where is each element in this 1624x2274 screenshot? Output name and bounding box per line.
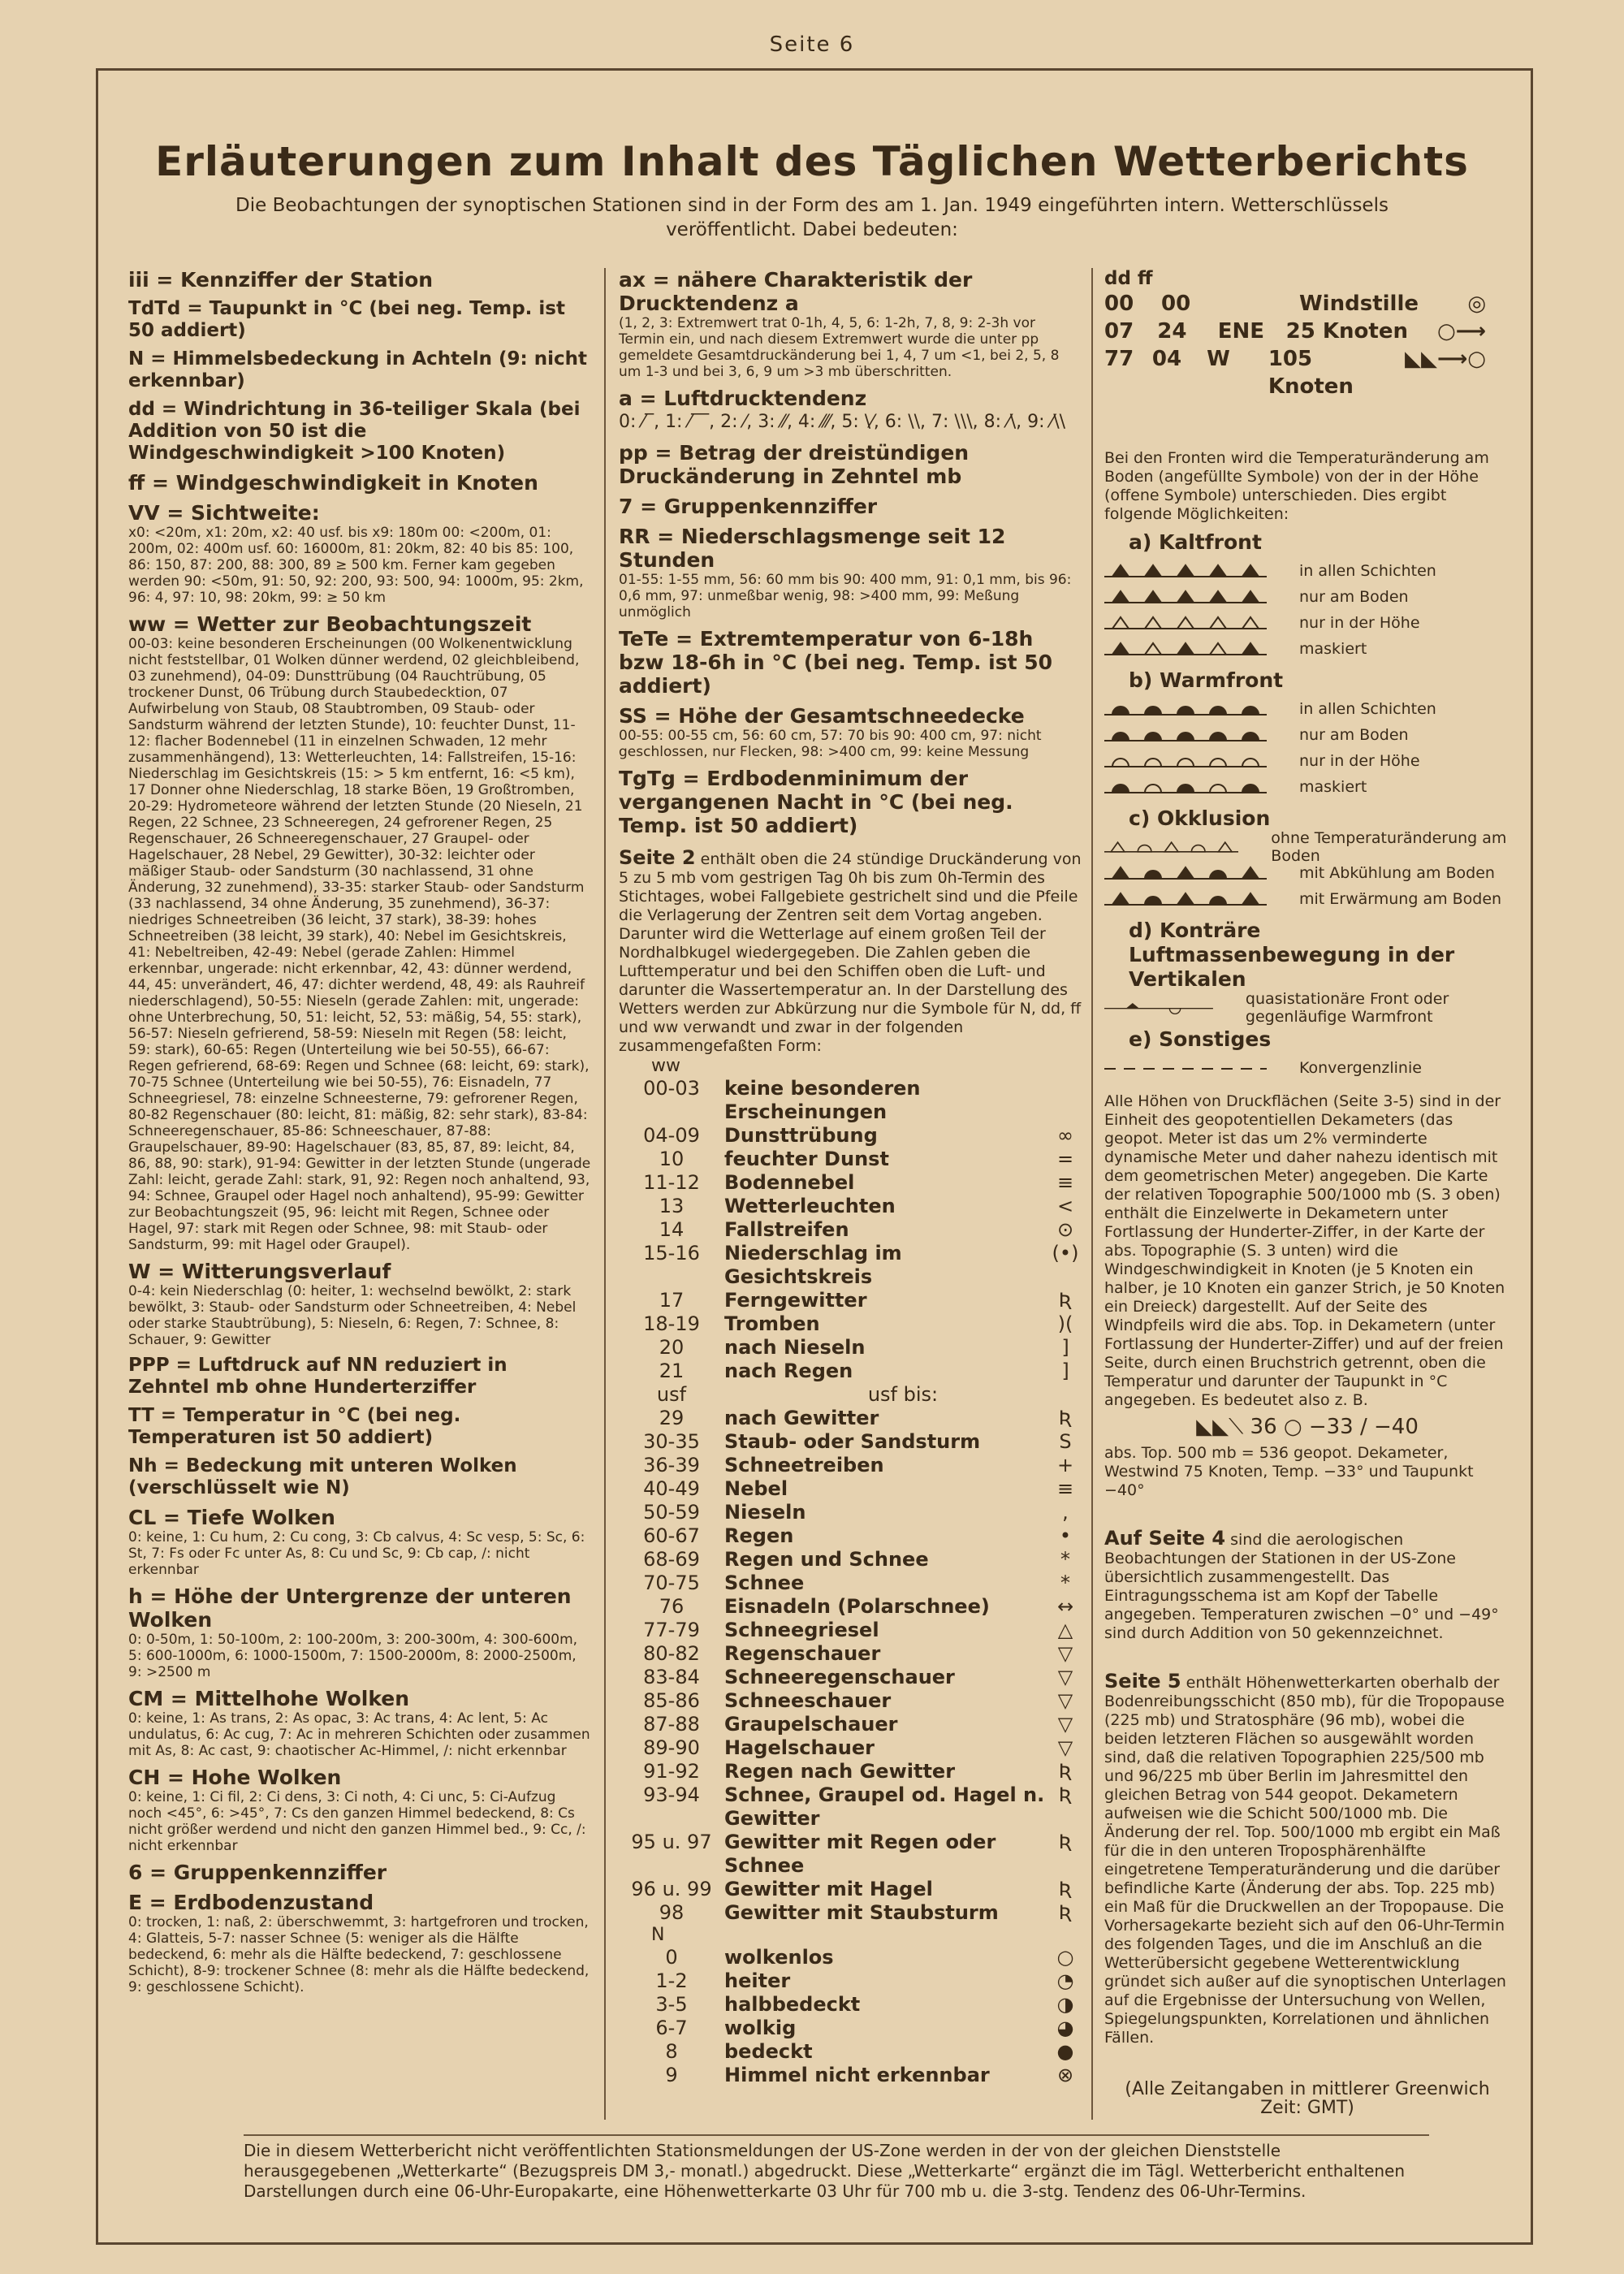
- okklusion-symbol: [1104, 864, 1267, 882]
- ww-row: [619, 1666, 1082, 1689]
- ww-row-text: Schneegriesel: [724, 1619, 879, 1641]
- kaltfront-row: [1104, 584, 1510, 610]
- ww-row-symbol: •: [1059, 1524, 1072, 1547]
- entry-vv: VV = Sichtweite: x0: <20m, x1: 20m, x2: 40 usf. bis x9: 180m 00: <200m, 01: 200m, 02: 400m usf. 60: 16000m, 81: 20km, 82: 40 bis 85: 100, 86: 150, 87: 200, 88: 300, 89 ≥ 500 km. Ferner kam gegeben werden 90: <50m, 91: 50, 92: 200, 93: 500, 94: 1000m, 95: 2km, 96: 4, 97: 10, 98: 20km, 99: ≥ 50 km: [128, 501, 584, 606]
- okklusion-label: mit Erwärmung am Boden: [1299, 890, 1502, 908]
- ww-row-code: 29: [659, 1407, 685, 1429]
- kaltfront-list: [1104, 558, 1510, 662]
- ww-row-code: 30-35: [643, 1430, 700, 1453]
- ww-header: ww: [651, 1056, 680, 1076]
- ww-row-code: 70-75: [643, 1571, 700, 1594]
- ww-row-symbol: ∞: [1057, 1124, 1073, 1147]
- ddff-header: dd ff: [1104, 268, 1153, 289]
- ww-row-symbol: Ʀ: [1058, 1878, 1073, 1900]
- entry-tgtg: TgTg = Erdbodenminimum der vergangenen Nacht in °C (bei neg. Temp. ist 50 addiert): [619, 767, 1013, 837]
- n-row: [619, 1969, 1082, 1993]
- kaltfront-symbol: [1104, 614, 1267, 632]
- ww-row-code: 17: [659, 1289, 685, 1312]
- warmfront-list: [1104, 696, 1510, 800]
- ww-row: [619, 1689, 1082, 1713]
- n-row-symbol: ◔: [1056, 1969, 1074, 1992]
- ww-row-code: 95 u. 97: [631, 1831, 712, 1853]
- n-row-code: 6-7: [655, 2017, 688, 2039]
- ww-row-code: 77-79: [643, 1619, 700, 1641]
- sonstiges-heading: e) Sonstiges: [1129, 1027, 1272, 1051]
- n-row-symbol: ○: [1056, 1946, 1074, 1969]
- n-row: [619, 1946, 1082, 1969]
- ww-row-code: 15-16: [643, 1242, 700, 1265]
- ddff-row: [1104, 290, 1510, 318]
- okklusion-symbol: [1104, 838, 1238, 856]
- kontraer-text: quasistationäre Front oder gegenläufige Warmfront: [1245, 990, 1449, 1026]
- kontraer-row: [1104, 990, 1510, 1026]
- page-subtitle: Die Beobachtungen der synoptischen Stationen sind in der Form des am 1. Jan. 1949 eingeführten intern. Wetterschlüssels veröffentlicht. Dabei bedeuten:: [235, 195, 1389, 240]
- ddff-symbol: ○⟶: [1437, 319, 1486, 344]
- ww-row: [619, 1148, 1082, 1171]
- ww-row-code: 85-86: [643, 1689, 700, 1712]
- ww-row-text: Schnee, Graupel od. Hagel n. Gewitter: [724, 1783, 1045, 1830]
- kaltfront-row: [1104, 636, 1510, 662]
- sonstiges-text: Konvergenzlinie: [1299, 1059, 1422, 1077]
- ww-row: [619, 1242, 1082, 1289]
- ww-row-code: 36-39: [643, 1454, 700, 1476]
- warmfront-row: [1104, 696, 1510, 722]
- entry-tt: TT = Temperatur in °C (bei neg. Temperaturen ist 50 addiert): [128, 1405, 461, 1448]
- ddff-dd-code: 07: [1104, 319, 1134, 344]
- ww-row: [619, 1524, 1082, 1548]
- ww-row: [619, 1430, 1082, 1454]
- n-row-code: 3-5: [655, 1993, 688, 2016]
- formula-explanation: abs. Top. 500 mb = 536 geopot. Dekameter, Westwind 75 Knoten, Temp. −33° und Taupunkt −40°: [1104, 1444, 1474, 1499]
- n-row: [619, 2040, 1082, 2064]
- ww-row-text: Regen und Schnee: [724, 1548, 929, 1571]
- ddff-dd-code: 77: [1104, 347, 1134, 371]
- okklusion-row: [1104, 860, 1510, 886]
- seite2-lead: Seite 2: [619, 846, 696, 869]
- n-row-symbol: ⊗: [1056, 2064, 1074, 2086]
- ww-row-symbol: =: [1056, 1148, 1074, 1170]
- ww-row-text: Regen nach Gewitter: [724, 1760, 956, 1783]
- kaltfront-row: [1104, 610, 1510, 636]
- seite4-text: sind die aerologischen Beobachtungen der Stationen in der US-Zone übersichtlich zusammengestellt. Das Eintragungsschema ist am Kopf der Tabelle angegeben. Temperaturen zwischen −0° und −49° sind durch Addition von 50 gekennzeichnet.: [1104, 1531, 1499, 1642]
- usf-label: usf: [656, 1383, 687, 1406]
- warmfront-symbol: [1104, 778, 1267, 796]
- ww-row-text: Dunsttrübung: [724, 1124, 878, 1147]
- usf-bis-label: usf bis:: [867, 1383, 939, 1406]
- kaltfront-symbol: [1104, 588, 1267, 606]
- ddff-row: [1104, 345, 1510, 400]
- ww-row-code: 13: [659, 1195, 685, 1217]
- n-row: [619, 2017, 1082, 2040]
- warmfront-symbol: [1104, 726, 1267, 744]
- ww-row: [619, 1171, 1082, 1195]
- okklusion-symbol: [1104, 890, 1267, 908]
- n-row-text: Himmel nicht erkennbar: [724, 2064, 990, 2086]
- n-row-symbol: ●: [1056, 2040, 1074, 2063]
- entry-nh: Nh = Bedeckung mit unteren Wolken (verschlüsselt wie N): [128, 1455, 517, 1498]
- entry-ax: ax = nähere Charakteristik der Drucktendenz a (1, 2, 3: Extremwert trat 0-1h, 4, 5, 6: 1-2h, 7, 8, 9: 2-3h vor Termin ein, und nach diesem Extremwert wurde die unter pp gemeldete Gesamtdruckänderung bei 1, 4, 7 um <1, bei 2, 5, 8 um 1-3 und bei 3, 6, 9 um >3 mb überschritten.: [619, 268, 1060, 380]
- ww-row-symbol: ≡: [1056, 1171, 1074, 1194]
- ddff-row: [1104, 318, 1510, 345]
- ww-row: [619, 1477, 1082, 1501]
- ww-row-symbol: *: [1060, 1571, 1070, 1594]
- ww-row-text: Gewitter mit Hagel: [724, 1878, 933, 1900]
- kaltfront-label: in allen Schichten: [1299, 562, 1436, 580]
- ww-row-symbol: )(: [1057, 1312, 1073, 1335]
- ww-row-code: 20: [659, 1336, 685, 1359]
- ddff-symbol: ◣◣⟶○: [1405, 347, 1486, 371]
- ww-row-code: 93-94: [643, 1783, 700, 1806]
- ddff-description: 105 Knoten: [1268, 347, 1354, 399]
- ddff-ff-code: 04: [1151, 347, 1182, 371]
- hoehen-paragraph: Alle Höhen von Druckflächen (Seite 3-5) sind in der Einheit des geopotentiellen Dekameters (das geopot. Meter ist das um 2% verminderte dynamische Meter und daher nahezu identisch mit dem geometrischen Meter) angegeben. Die Karte der relativen Topographie 500/1000 mb (S. 3 oben) enthält die Einzelwerte in Dekametern unter Fortlassung der Hunderter-Ziffer, in der Karte der abs. Topographie (S. 3 unten) wird die Windgeschwindigkeit in Knoten (je 5 Knoten ein halber, je 10 Knoten ein ganzer Strich, je 50 Knoten ein Dreieck) dargestellt. Auf der Seite des Windpfeils wird die abs. Top. in Dekametern (unter Fortlassung der Hunderter-Ziffer) und auf der freien Seite, durch einen Bruchstrich getrennt, oben die Temperatur und darunter der Taupunkt in °C angegeben. Es bedeutet also z. B.: [1104, 1092, 1505, 1409]
- page-number: Seite 6: [769, 32, 855, 57]
- ww-row-symbol: Ʀ: [1058, 1901, 1073, 1924]
- ww-row-symbol: Ʀ: [1058, 1783, 1073, 1806]
- n-row-text: halbbedeckt: [724, 1993, 861, 2016]
- n-table: [619, 1946, 1082, 2087]
- entry-w: W = Witterungsverlauf 0-4: kein Niederschlag (0: heiter, 1: wechselnd bewölkt, 2: stark bewölkt, 3: Staub- oder Sandsturm oder Schneetreiben, 4: Nebel oder starke Staubtrübung), 5: Nieseln, 6: Regen, 7: Schnee, 8: Schauer, 9: Gewitter: [128, 1260, 577, 1348]
- ww-row-code: 11-12: [643, 1171, 700, 1194]
- ww-row-text: Eisnadeln (Polarschnee): [724, 1595, 990, 1618]
- column-divider-1: [604, 268, 606, 2120]
- ww-row-text: feuchter Dunst: [724, 1148, 889, 1170]
- wind-formula: ◣◣⟍ 36 ○ −33 / −40: [1196, 1415, 1419, 1439]
- quasistationaer-front-symbol: [1104, 999, 1213, 1017]
- ww-row-symbol: ▽: [1057, 1736, 1073, 1759]
- okklusion-row: [1104, 829, 1510, 865]
- seite2-paragraph: [619, 846, 1082, 1056]
- entry-ppp: PPP = Luftdruck auf NN reduziert in Zehntel mb ohne Hunderterziffer: [128, 1355, 508, 1398]
- ww-row: [619, 1619, 1082, 1642]
- kaltfront-label: nur in der Höhe: [1299, 614, 1420, 632]
- kaltfront-label: nur am Boden: [1299, 588, 1409, 606]
- ww-row-symbol: ▽: [1057, 1666, 1073, 1688]
- kaltfront-symbol: [1104, 640, 1267, 658]
- ww-row: [619, 1289, 1082, 1312]
- ww-row: [619, 1831, 1082, 1878]
- ww-row-code: 21: [659, 1360, 685, 1382]
- entry-rr: RR = Niederschlagsmenge seit 12 Stunden 01-55: 1-55 mm, 56: 60 mm bis 90: 400 mm, 91: 0,1 mm, bis 96: 0,6 mm, 97: unmeßbar wenig, 98: >400 mm, 99: Meßung unmöglich: [619, 525, 1072, 620]
- ww-row-symbol: Ʀ: [1058, 1831, 1073, 1853]
- ww-row: [619, 1642, 1082, 1666]
- ww-row-symbol: (•): [1052, 1242, 1079, 1265]
- n-row-code: 9: [665, 2064, 678, 2086]
- ww-table-continued: [619, 1407, 1082, 1925]
- entry-ch: CH = Hohe Wolken 0: keine, 1: Ci fil, 2: Ci dens, 3: Ci noth, 4: Ci unc, 5: Ci-Aufzug noch <45°, 6: >45°, 7: Cs den ganzen Himmel bedeckend, 8: Cs nicht größer werdend und nicht den ganzen Himmel bed., 9: Cc, /: nicht erkennbar: [128, 1766, 586, 1854]
- warmfront-row: [1104, 774, 1510, 800]
- ww-row: [619, 1595, 1082, 1619]
- ww-row-text: Regen: [724, 1524, 794, 1547]
- n-row-text: heiter: [724, 1969, 791, 1992]
- n-row-text: wolkig: [724, 2017, 797, 2039]
- ww-row-text: Bodennebel: [724, 1171, 855, 1194]
- ww-row-code: 14: [659, 1218, 685, 1241]
- ddff-ff-code: 24: [1157, 319, 1187, 344]
- ww-row-symbol: ,: [1062, 1501, 1069, 1524]
- ww-row-symbol: *: [1060, 1548, 1070, 1571]
- ww-row-text: Ferngewitter: [724, 1289, 867, 1312]
- okklusion-list: [1104, 829, 1510, 912]
- entry-iii: iii = Kennziffer der Station: [128, 268, 434, 292]
- ww-row-code: 50-59: [643, 1501, 700, 1524]
- ww-row-code: 10: [659, 1148, 685, 1170]
- seite4-lead: Auf Seite 4: [1104, 1527, 1226, 1550]
- ww-row-text: Regenschauer: [724, 1642, 881, 1665]
- ww-row-symbol: ▽: [1057, 1689, 1073, 1712]
- ww-row-text: Schneeschauer: [724, 1689, 892, 1712]
- ww-row: [619, 1783, 1082, 1831]
- ww-row-code: 68-69: [643, 1548, 700, 1571]
- entry-tete: TeTe = Extremtemperatur von 6-18h bzw 18-6h in °C (bei neg. Temp. ist 50 addiert): [619, 627, 1053, 698]
- ww-row-code: 04-09: [643, 1124, 700, 1147]
- ww-row-symbol: <: [1056, 1195, 1074, 1217]
- kontraer-heading: d) Konträre Luftmassenbewegung in der Vertikalen: [1129, 919, 1455, 991]
- ww-row-symbol: ]: [1061, 1336, 1069, 1359]
- usf-row: [619, 1383, 1082, 1407]
- ww-row-symbol: +: [1056, 1454, 1074, 1476]
- n-row-code: 0: [665, 1946, 678, 1969]
- ww-row: [619, 1878, 1082, 1901]
- ddff-ff-code: 00: [1161, 292, 1191, 316]
- warmfront-heading: b) Warmfront: [1129, 668, 1284, 692]
- ww-row-code: 87-88: [643, 1713, 700, 1736]
- ww-row-code: 60-67: [643, 1524, 700, 1547]
- ww-row: [619, 1501, 1082, 1524]
- ww-row-symbol: ▽: [1057, 1713, 1073, 1736]
- n-header: N: [651, 1925, 665, 1945]
- entry-7: 7 = Gruppenkennziffer: [619, 495, 878, 518]
- column-divider-2: [1091, 268, 1093, 2120]
- n-row-code: 1-2: [655, 1969, 688, 1992]
- warmfront-symbol: [1104, 700, 1267, 718]
- ww-row: [619, 1736, 1082, 1760]
- entry-h: h = Höhe der Untergrenze der unteren Wolken 0: 0-50m, 1: 50-100m, 2: 100-200m, 3: 200-300m, 4: 300-600m, 5: 600-1000m, 6: 1000-1500m, 7: 1500-2000m, 8: 2000-2500m, 9: >2500 m: [128, 1584, 578, 1680]
- ww-row-code: 76: [659, 1595, 685, 1618]
- page-title: Erläuterungen zum Inhalt des Täglichen Wetterberichts: [155, 138, 1469, 185]
- ww-row: [619, 1571, 1082, 1595]
- ww-row-text: Staub- oder Sandsturm: [724, 1430, 981, 1453]
- ww-row: [619, 1548, 1082, 1571]
- entry-a: a = Luftdrucktendenz 0: ⁄‾, 1: ⁄‾‾, 2: ⁄, 3: ⁄⁄, 4: ⁄⁄⁄, 5: \⁄, 6: \\, 7: \\\, 8: ⁄\, 9: ⁄\\: [619, 387, 1066, 432]
- entry-n: N = Himmelsbedeckung in Achteln (9: nicht erkennbar): [128, 348, 587, 391]
- ww-row-symbol: ≡: [1056, 1477, 1074, 1500]
- ww-row: [619, 1077, 1082, 1124]
- ww-row-text: Fallstreifen: [724, 1218, 849, 1241]
- ww-row-text: Niederschlag im Gesichtskreis: [724, 1242, 902, 1288]
- ww-row-symbol: ]: [1061, 1360, 1069, 1382]
- warmfront-row: [1104, 748, 1510, 774]
- entry-ww: ww = Wetter zur Beobachtungszeit 00-03: keine besonderen Erscheinungen (00 Wolkenentwicklung nicht feststellbar, 01 Wolken dünner werdend, 02 gleichbleibend, 03 zunehmend), 04-09: Dunsttrübung (04 Rauchtrübung, 05 trockener Dunst, 06 Trübung durch Staubedecktion, 07 Aufwirbelung von Staub, 08 Staubtromben, 09 Staub- oder Sandsturm während der letzten Stunde), 10: feuchter Dunst, 11-12: flacher Bodennebel (11 in einzelnen Schwaden, 12 mehr zusammenhängend), 13: Wetterleuchten, 14: Fallstreifen, 15-16: Niederschlag im Gesichtskreis (15: > 5 km entfernt, 16: <5 km), 17 Donner ohne Niederschlag, 18 starke Böen, 19 Großtromben, 20-29: Hydrometeore während der letzten Stunde (20 Nieseln, 21 Regen, 22 Schnee, 23 Schneeregen, 24 gefrorener Regen, 25 Regenschauer, 26 Schneeregenschauer, 27 Graupel- oder Hagelschauer, 28 Nebel, 29 Gewitter), 30-32: leichter oder mäßiger Staub- oder Sandsturm (30 nachlassend, 31 ohne Änderung, 32 zunehmend), 33-35: starker Staub- oder Sandsturm (33 nachlassend, 34 ohne Änderung, 35 zunehmend), 36-37: niedriges Schneetreiben (36 leicht, 37 stark), 38-39: hohes Schneetreiben (38 leicht, 39 stark), 40: Nebel im Gesichtskreis, 41: Nebeltreiben, 42-49: Nebel (gerade Zahlen: Himmel erkennbar, ungerade: nicht erkennbar, 42, 43: dünner werdend, 44, 45: unverändert, 46, 47: dichter werdend, 48, 49: als Rauhreif niederschlagend), 50-55: Nieseln (gerade Zahlen: mit, ungerade: ohne Unterbrechung, 50, 51: leicht, 52, 53: mäßig, 54, 55: stark), 56-57: Nieseln gefrierend, 58-59: Nieseln mit Regen (58: leicht, 59: stark), 60-65: Regen (Unterteilung wie bei 50-55), 66-67: Regen gefrierend, 68-69: Regen und Schnee (68: leicht, 69: stark), 70-75 Schnee (Unterteilung wie bei 50-55), 76: Eisnadeln, 77 Schneegriesel, 78: einzelne Schneesterne, 79: gefrorener Regen, 80-82 Regenschauer (80: leicht, 81: mäßig, 82: sehr stark), 83-84: Schneeregenschauer, 85-86: Schneeschauer, 87-88: Graupelschauer, 89-90: Hagelschauer (83, 85, 87, 89: leicht, 84, 86, 88, 90: stark), 91-94: Gewitter in der letzten Stunde (ungerade Zahl: leicht, gerade Zahl: stark, 91, 92: Regen noch anhaltend, 93, 94: Schnee, Graupel oder Hagel noch anhaltend), 95-99: Gewitter zur Beobachtungszeit (95, 96: leicht mit Regen, Schnee oder Hagel, 97: stark mit Regen oder Schnee, 98: mit Staub- oder Sandsturm, 99: mit Hagel oder Graupel).: [128, 612, 591, 1253]
- entry-e: E = Erdbodenzustand 0: trocken, 1: naß, 2: überschwemmt, 3: hartgefroren und trocken, 4: Glatteis, 5-7: nasser Schnee (5: weniger als die Hälfte bedeckend, 6: mehr als die Hälfte bedeckend, 7: geschlossene Schicht), 8-9: trockener Schnee (8: mehr als die Hälfte bedeckend, 9: geschlossene Schicht).: [128, 1891, 590, 1995]
- ddff-direction: W: [1207, 347, 1230, 371]
- n-row-symbol: ◑: [1056, 1993, 1074, 2016]
- n-row-code: 8: [665, 2040, 678, 2063]
- fronts-intro: Bei den Fronten wird die Temperaturänderung am Boden (angefüllte Symbole) von der in der Höhe (offene Symbole) unterschieden. Dies ergibt folgende Möglichkeiten:: [1104, 449, 1489, 523]
- right-column: [1104, 268, 1510, 2117]
- bottom-note: Die in diesem Wetterbericht nicht veröffentlichten Stationsmeldungen der US-Zone werden in der von der gleichen Dienststelle herausgegebenen „Wetterkarte“ (Bezugspreis DM 3,- monatl.) abgedruckt. Diese „Wetterkarte“ ergänzt die im Tägl. Wetterbericht enthaltenen Darstellungen durch eine 06-Uhr-Europakarte, eine Höhenwetterkarte 03 Uhr für 700 mb u. die 3-stg. Tendenz des 06-Uhr-Termins.: [244, 2134, 1429, 2202]
- ww-row-text: Nebel: [724, 1477, 788, 1500]
- n-row-symbol: ◕: [1056, 2017, 1074, 2039]
- ww-row: [619, 1713, 1082, 1736]
- n-row: [619, 1993, 1082, 2017]
- seite5-text: enthält Höhenwetterkarten oberhalb der Bodenreibungsschicht (850 mb), für die Tropopause (225 mb) und Stratosphäre (96 mb), wobei die beiden letzteren Flächen so ausgewählt worden sind, daß die relativen Topographien 225/500 mb und 96/225 mb über Berlin im Jahresmittel den gleichen Betrag von 544 geopot. Dekametern aufweisen wie die Schicht 500/1000 mb. Die Änderung der rel. Top. 500/1000 mb ergibt ein Maß für die in den unteren Troposphärenhälfte eingetretene Temperaturänderung und die darüber befindliche Karte (Änderung der abs. Top. 225 mb) ein Maß für die Druckwellen an der Tropopause. Die Vorhersagekarte bezieht sich auf den 06-Uhr-Termin des folgenden Tages, und die im Anschluß an die Wetterübersicht gegebene Wetterentwicklung gründet sich außer auf die synoptischen Unterlagen auf die Ergebnisse der Untersuchung von Wellen, Spiegelungspunkten, Korrelationen und ähnlichen Fällen.: [1104, 1674, 1506, 2047]
- middle-column: [619, 268, 1082, 2087]
- ww-row-symbol: ⊙: [1056, 1218, 1074, 1241]
- ww-row-text: Nieseln: [724, 1501, 806, 1524]
- seite5-lead: Seite 5: [1104, 1670, 1181, 1693]
- ww-row: [619, 1312, 1082, 1336]
- ww-row-text: Graupelschauer: [724, 1713, 898, 1736]
- ww-row-text: Wetterleuchten: [724, 1195, 896, 1217]
- entry-tdtd: TdTd = Taupunkt in °C (bei neg. Temp. ist 50 addiert): [128, 298, 565, 341]
- ww-row-text: nach Regen: [724, 1360, 853, 1382]
- entry-6: 6 = Gruppenkennziffer: [128, 1861, 387, 1884]
- ww-row-text: Schneetreiben: [724, 1454, 884, 1476]
- warmfront-symbol: [1104, 752, 1267, 770]
- ddff-direction: ENE: [1217, 319, 1265, 344]
- ww-row: [619, 1360, 1082, 1383]
- ww-row-symbol: [1049, 1077, 1082, 1124]
- ww-row-text: Gewitter mit Regen oder Schnee: [724, 1831, 996, 1877]
- kaltfront-row: [1104, 558, 1510, 584]
- ww-row-code: 00-03: [643, 1077, 700, 1100]
- warmfront-row: [1104, 722, 1510, 748]
- ddff-description: Windstille: [1299, 292, 1419, 316]
- ww-row: [619, 1218, 1082, 1242]
- ww-table: [619, 1077, 1082, 1383]
- ww-row-symbol: Ʀ: [1058, 1407, 1073, 1429]
- ww-row-code: 18-19: [643, 1312, 700, 1335]
- entry-pp: pp = Betrag der dreistündigen Druckänderung in Zehntel mb: [619, 441, 970, 488]
- ddff-description: 25 Knoten: [1285, 319, 1408, 344]
- seite4-paragraph: [1104, 1529, 1510, 1643]
- ww-row-text: Tromben: [724, 1312, 820, 1335]
- entry-cl: CL = Tiefe Wolken 0: keine, 1: Cu hum, 2: Cu cong, 3: Cb calvus, 4: Sc vesp, 5: Sc, 6: St, 7: Fs oder Fc unter As, 8: Cu und Sc, 9: Cb cap, /: nicht erkennbar: [128, 1506, 585, 1578]
- seite5-paragraph: [1104, 1672, 1510, 2047]
- kaltfront-heading: a) Kaltfront: [1129, 530, 1262, 554]
- ww-row-symbol: Ʀ: [1058, 1760, 1073, 1783]
- okklusion-label: ohne Temperaturänderung am Boden: [1271, 829, 1507, 865]
- ww-row-text: Gewitter mit Staubsturm: [724, 1901, 999, 1924]
- entry-ss: SS = Höhe der Gesamtschneedecke 00-55: 00-55 cm, 56: 60 cm, 57: 70 bis 90: 400 cm, 97: nicht geschlossen, nur Flecken, 98: >400 cm, 99: keine Messung: [619, 704, 1042, 760]
- ww-row-text: Schnee: [724, 1571, 805, 1594]
- ww-row-text: Schneeregenschauer: [724, 1666, 955, 1688]
- warmfront-label: nur in der Höhe: [1299, 752, 1420, 770]
- ww-row: [619, 1454, 1082, 1477]
- ww-row-text: keine besonderen Erscheinungen: [724, 1077, 921, 1123]
- ww-row-code: 89-90: [643, 1736, 700, 1759]
- ww-row-code: 40-49: [643, 1477, 700, 1500]
- ww-row-code: 96 u. 99: [631, 1878, 712, 1900]
- ddff-dd-code: 00: [1104, 292, 1134, 316]
- sonstiges-row: [1104, 1055, 1510, 1081]
- ddff-symbol: ◎: [1467, 292, 1486, 316]
- warmfront-label: nur am Boden: [1299, 726, 1409, 744]
- entry-dd: dd = Windrichtung in 36-teiliger Skala (bei Addition von 50 ist die Windgeschwindigkeit >100 Knoten): [128, 399, 581, 464]
- ww-row-symbol: ↔: [1056, 1595, 1074, 1618]
- ddff-table: [1104, 290, 1510, 400]
- ww-row-code: 80-82: [643, 1642, 700, 1665]
- zeit-note: (Alle Zeitangaben in mittlerer Greenwich Zeit: GMT): [1125, 2079, 1490, 2118]
- n-row-text: wolkenlos: [724, 1946, 834, 1969]
- ww-row-text: nach Nieseln: [724, 1336, 866, 1359]
- ww-row-text: nach Gewitter: [724, 1407, 879, 1429]
- konvergenzlinie-symbol: [1104, 1059, 1267, 1077]
- n-row: [619, 2064, 1082, 2087]
- ww-row: [619, 1760, 1082, 1783]
- okklusion-label: mit Abkühlung am Boden: [1299, 864, 1495, 882]
- ww-row: [619, 1336, 1082, 1360]
- n-row-text: bedeckt: [724, 2040, 813, 2063]
- ww-row: [619, 1407, 1082, 1430]
- ww-row: [619, 1124, 1082, 1148]
- ww-row-symbol: S: [1059, 1430, 1072, 1453]
- kaltfront-symbol: [1104, 562, 1267, 580]
- entry-ff: ff = Windgeschwindigkeit in Knoten: [128, 471, 538, 495]
- warmfront-label: in allen Schichten: [1299, 700, 1436, 718]
- okklusion-heading: c) Okklusion: [1129, 806, 1271, 830]
- ww-row-code: 83-84: [643, 1666, 700, 1688]
- kaltfront-label: maskiert: [1299, 640, 1367, 658]
- entry-cm: CM = Mittelhohe Wolken 0: keine, 1: As trans, 2: As opac, 3: Ac trans, 4: Ac lent, 5: Ac undulatus, 6: Ac cug, 7: Ac in mehreren Schichten oder zusammen mit As, 8: Ac cast, 9: chaotischer Ac-Himmel, /: nicht erkennbar: [128, 1687, 590, 1759]
- ww-row-text: Hagelschauer: [724, 1736, 875, 1759]
- ww-row-code: 98: [659, 1901, 685, 1924]
- ww-row: [619, 1901, 1082, 1925]
- ww-row-code: 91-92: [643, 1760, 700, 1783]
- seite2-text: enthält oben die 24 stündige Druckänderung von 5 zu 5 mb vom gestrigen Tag 0h bis zum 0h-Termin des Stichtages, wobei Fallgebiete gestrichelt sind und die Pfeile die Verlagerung der Zentren seit dem Vortag angeben. Darunter wird die Wetterlage auf einem großen Teil der Nordhalbkugel wiedergegeben. Die Zahlen geben die Lufttemperatur und bei den Schiffen oben die Luft- und darunter die Wassertemperatur an. In der Darstellung des Wetters werden zur Abkürzung nur die Symbole für N, dd, ff und ww verwandt und zwar in der folgenden zusammengefaßten Form:: [619, 850, 1082, 1055]
- ww-row: [619, 1195, 1082, 1218]
- warmfront-label: maskiert: [1299, 778, 1367, 796]
- ww-row-symbol: Ʀ: [1058, 1289, 1073, 1312]
- ww-row-symbol: △: [1057, 1619, 1073, 1641]
- left-column: [128, 268, 591, 2002]
- ww-row-symbol: ▽: [1057, 1642, 1073, 1665]
- ddff-direction: [1226, 290, 1299, 318]
- okklusion-row: [1104, 886, 1510, 912]
